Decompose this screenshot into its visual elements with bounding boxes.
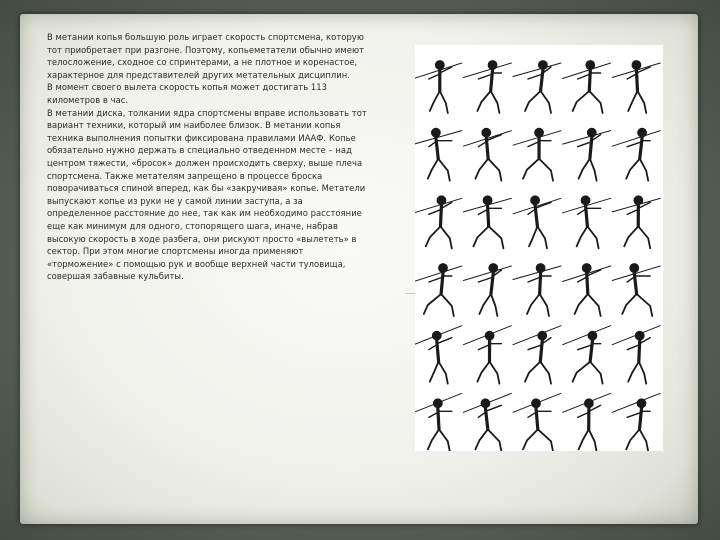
athlete-figure: [612, 61, 660, 113]
athlete-figure: [612, 128, 660, 180]
athlete-arms: [429, 276, 452, 282]
athlete-arms: [478, 405, 501, 417]
athlete-figure: [415, 264, 462, 316]
athlete-legs: [473, 226, 503, 248]
athlete-legs: [525, 362, 551, 384]
athlete-legs: [477, 91, 499, 113]
javelin-technique-illustration: [415, 45, 663, 451]
athlete-legs: [525, 91, 551, 113]
javelin: [513, 326, 561, 345]
athlete-legs: [529, 226, 547, 248]
athlete-figure: [463, 128, 511, 180]
javelin: [612, 393, 660, 412]
athlete-legs: [527, 294, 549, 316]
athlete-legs: [628, 91, 646, 113]
paragraph: В метании копья большую роль играет скорость спортсмена, которую тот приобретает при разгоне. Поэтому, копьеметатели обычно имеют телосложение, сходное со спринтерами, а не плотное и коренастое, характерное для представителей других метательных дисциплин.: [47, 32, 365, 80]
athlete-head: [581, 196, 589, 204]
athlete-figure: [563, 393, 611, 451]
athlete-figure: [513, 393, 561, 451]
athlete-head: [483, 196, 491, 204]
athlete-head: [630, 264, 638, 272]
athlete-figure: [415, 393, 462, 451]
javelin: [563, 326, 611, 345]
athlete-legs: [430, 362, 448, 384]
athlete-figure: [513, 326, 561, 384]
athlete-arms: [429, 411, 452, 417]
athlete-head: [436, 61, 444, 69]
athlete-head: [488, 61, 496, 69]
athlete-arms: [627, 411, 650, 417]
athlete-figure: [463, 393, 511, 451]
athlete-legs: [430, 91, 448, 113]
athlete-head: [482, 128, 490, 136]
athlete-figure: [612, 393, 660, 451]
athlete-figure: [463, 61, 511, 113]
athlete-figure: [463, 264, 511, 316]
athlete-figure: [415, 61, 462, 113]
athlete-legs: [577, 226, 599, 248]
athlete-legs: [626, 159, 648, 181]
paragraph: В метании диска, толкании ядра спортсмены вправе использовать тот вариант техники, который им наиболее близок. В метании копья техника выполнения попытки фиксирована правилами ИААФ. Копье обязательно нужно держать в специально отведенном месте – над центром тяжести, «бросок» должен происходить сверху, выше плеча спортсмена. Также метателям запрещено в процессе броска поворачиваться спиной вперед, как бы «закручивая» копье. Метатели выпускают копье из руки не у самой линии заступа, а за определенное расстояние до нее, так как им необходимо расстояние еще как минимум для одного, стопорящего шага, иначе, набрав высокую скорость в ходе разбега, они рискуют просто «вылететь» в сектор. При этом многие спортсмены иногда применяют «торможение» с помощью рук и вообще верхней части туловища, совершая забавные кульбиты.: [47, 107, 367, 282]
athlete-head: [636, 331, 644, 339]
athlete-arms: [528, 411, 551, 417]
athlete-arms: [578, 344, 601, 350]
athlete-head: [531, 196, 539, 204]
athlete-head: [634, 196, 642, 204]
athlete-head: [432, 128, 440, 136]
athlete-legs: [573, 91, 603, 113]
athlete-head: [439, 264, 447, 272]
athlete-head: [632, 61, 640, 69]
athlete-head: [588, 128, 596, 136]
athlete-legs: [428, 429, 450, 451]
athlete-arms: [429, 338, 452, 350]
athlete-legs: [523, 429, 553, 451]
athlete-head: [586, 61, 594, 69]
athlete-arms: [429, 141, 452, 147]
athlete-legs: [579, 159, 597, 181]
athlete-head: [481, 399, 489, 407]
athlete-head: [638, 128, 646, 136]
athlete-figure: [415, 196, 462, 248]
athlete-head: [637, 399, 645, 407]
athlete-head: [588, 331, 596, 339]
athlete-figure: [612, 326, 660, 384]
athlete-arms: [627, 141, 650, 147]
athlete-figure: [612, 196, 660, 248]
athlete-legs: [624, 226, 650, 248]
athlete-figure: [415, 128, 462, 180]
athlete-head: [535, 128, 543, 136]
athlete-arms: [478, 270, 501, 282]
athlete-figure: [563, 326, 611, 384]
athlete-figure: [563, 196, 611, 248]
athlete-head: [585, 399, 593, 407]
athlete-legs: [626, 429, 648, 451]
athlete-legs: [579, 429, 597, 451]
athlete-head: [437, 196, 445, 204]
athlete-legs: [575, 294, 601, 316]
paragraph: В момент своего вылета скорость копья может достигать 113 километров в час.: [47, 82, 328, 105]
athlete-figure: [612, 264, 660, 316]
javelin: [513, 63, 561, 77]
athlete-head: [485, 331, 493, 339]
athlete-figure: [563, 128, 611, 180]
athlete-head: [539, 61, 547, 69]
athlete-head: [489, 264, 497, 272]
athlete-figure: [513, 196, 561, 248]
athlete-figure: [563, 264, 611, 316]
athlete-legs: [426, 226, 452, 248]
athlete-legs: [475, 159, 501, 181]
athlete-head: [532, 399, 540, 407]
javelin: [563, 131, 611, 145]
athlete-legs: [428, 159, 450, 181]
athlete-arms: [578, 208, 601, 214]
athlete-head: [434, 399, 442, 407]
body-text: [47, 31, 367, 283]
athlete-legs: [523, 159, 553, 181]
athlete-head: [536, 264, 544, 272]
athlete-legs: [628, 362, 646, 384]
athlete-figure: [513, 128, 561, 180]
athlete-head: [583, 264, 591, 272]
athlete-legs: [424, 294, 454, 316]
athlete-arms: [627, 276, 650, 282]
athlete-legs: [573, 362, 603, 384]
athlete-head: [433, 331, 441, 339]
athlete-figure: [563, 61, 611, 113]
athlete-legs: [477, 362, 499, 384]
athlete-legs: [622, 294, 652, 316]
athlete-head: [538, 331, 546, 339]
athlete-legs: [475, 429, 501, 451]
athlete-figure: [463, 196, 511, 248]
athlete-arms: [478, 208, 501, 214]
athlete-figure: [415, 326, 462, 384]
athlete-arms: [478, 73, 501, 79]
athlete-figures-sequence: [415, 45, 663, 451]
athlete-figure: [513, 264, 561, 316]
athlete-legs: [479, 294, 497, 316]
athlete-figure: [513, 61, 561, 113]
athlete-figure: [463, 326, 511, 384]
